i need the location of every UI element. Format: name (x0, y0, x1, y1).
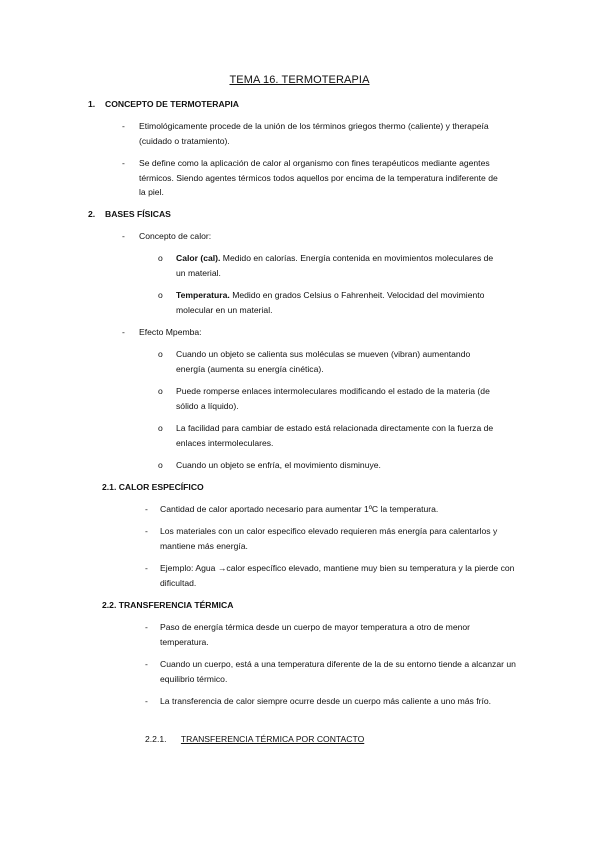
sub-list-item (158, 458, 498, 473)
circle-bullet: o (158, 423, 163, 433)
section-title: CONCEPTO DE TERMOTERAPIA (105, 99, 240, 109)
list-item (122, 156, 502, 200)
sub-list-item (158, 251, 498, 280)
item-text: Cuando un objeto se enfría, el movimiento disminuye. (176, 460, 381, 470)
subsection-2-2-heading: 2.2. TRANSFERENCIA TÉRMICA (102, 600, 234, 610)
item-text: Etimológicamente procede de la unión de los términos griegos thermo (caliente) y therapeía (cuidado o tratamiento). (139, 121, 489, 146)
section-title: TRANSFERENCIA TÉRMICA POR CONTACTO (180, 734, 365, 744)
item-text: Cuando un cuerpo, está a una temperatura diferente de la de su entorno tiende a alcanzar un equilibrio térmico. (160, 659, 516, 684)
item-text: Cuando un objeto se calienta sus moléculas se mueven (vibran) aumentando energía (aumenta su energía cinética). (176, 349, 471, 374)
subsection-2-1-heading: 2.1. CALOR ESPECÍFICO (102, 482, 204, 492)
circle-bullet: o (158, 386, 163, 396)
term-text: Medido en calorías. Energía contenida en movimientos moleculares de un material. (176, 253, 494, 278)
list-item (122, 325, 502, 340)
circle-bullet: o (158, 349, 163, 359)
sub-list-item (158, 288, 498, 317)
list-item (122, 119, 517, 148)
circle-bullet: o (158, 253, 163, 263)
item-text: Los materiales con un calor especifico elevado requieren más energía para calentarlos y mantiene más energía. (160, 526, 498, 551)
dash-bullet: - (145, 504, 148, 514)
dash-bullet: - (122, 231, 125, 241)
dash-bullet: - (145, 622, 148, 632)
item-text: Paso de energía térmica desde un cuerpo de mayor temperatura a otro de menor temperatura. (160, 622, 471, 647)
section-number: 1. (88, 99, 96, 109)
list-item (145, 694, 520, 709)
item-text: La transferencia de calor siempre ocurre desde un cuerpo más caliente a uno más frío. (160, 696, 492, 706)
dash-bullet: - (122, 158, 125, 168)
dash-bullet: - (145, 696, 148, 706)
list-item (145, 502, 520, 517)
sub-list-item (158, 347, 488, 376)
dash-bullet: - (122, 121, 125, 131)
item-text: Cantidad de calor aportado necesario para aumentar 1ºC la temperatura. (160, 504, 439, 514)
item-text: Puede romperse enlaces intermoleculares modificando el estado de la materia (de sólido a líquido). (176, 386, 490, 411)
term-label: Calor (cal). (176, 253, 221, 263)
item-text: La facilidad para cambiar de estado está relacionada directamente con la fuerza de enlaces intermoleculares. (176, 423, 494, 448)
item-text: Concepto de calor: (139, 231, 212, 241)
circle-bullet: o (158, 290, 163, 300)
sub-list-item (158, 421, 518, 450)
list-item (145, 524, 515, 553)
dash-bullet: - (145, 526, 148, 536)
term-text: Medido en grados Celsius o Fahrenheit. Velocidad del movimiento molecular en un material. (176, 290, 485, 315)
list-item (145, 620, 520, 649)
list-item (122, 229, 502, 244)
section-number: 2. (88, 209, 96, 219)
dash-bullet: - (145, 563, 148, 573)
section-title: BASES FÍSICAS (105, 209, 171, 219)
item-text: Ejemplo: Agua →calor específico elevado, mantiene muy bien su temperatura y la pierde con dificultad. (160, 563, 515, 588)
dash-bullet: - (145, 659, 148, 669)
subsection-2-2-1-heading (145, 734, 364, 744)
item-text: Se define como la aplicación de calor al organismo con fines terapéuticos mediante agentes térmicos. Siendo agentes térmicos todos aquellos por encima de la temperatura indiferente de la piel. (139, 158, 498, 197)
list-item (145, 561, 525, 590)
document-title: TEMA 16. TERMOTERAPIA (229, 74, 370, 86)
list-item (145, 657, 520, 686)
section-number: 2.2.1. (145, 734, 167, 744)
dash-bullet: - (122, 327, 125, 337)
item-text: Efecto Mpemba: (139, 327, 202, 337)
term-label: Temperatura. (176, 290, 230, 300)
sub-list-item (158, 384, 498, 413)
circle-bullet: o (158, 460, 163, 470)
